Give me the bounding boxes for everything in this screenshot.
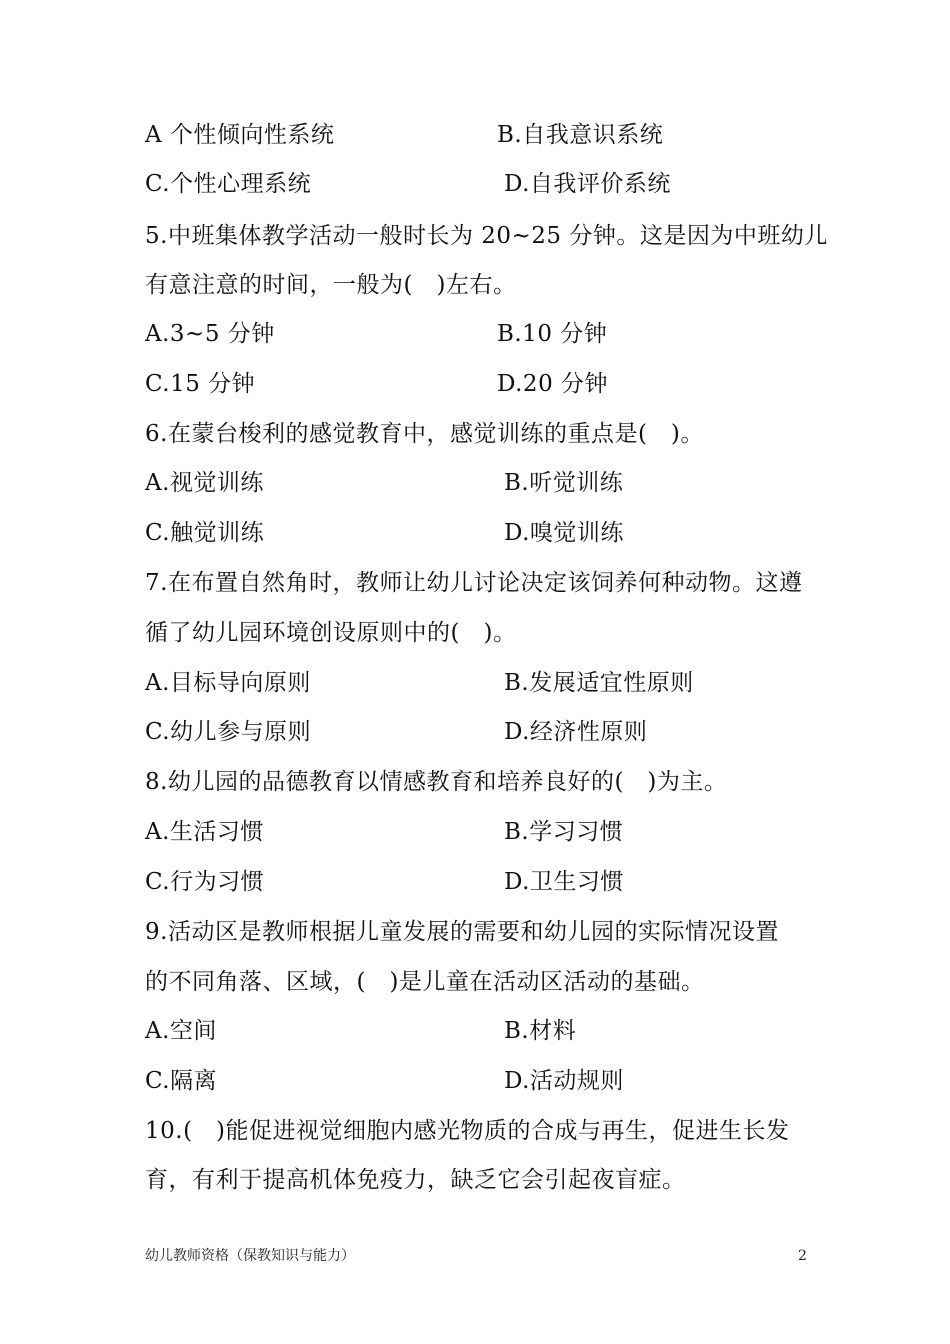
q9-option-b: B.材料 bbox=[504, 1018, 577, 1044]
page-number: 2 bbox=[798, 1248, 807, 1264]
q7-option-b: B.发展适宜性原则 bbox=[504, 670, 694, 696]
q6-option-c: C.触觉训练 bbox=[145, 520, 265, 546]
q9-option-d: D.活动规则 bbox=[504, 1068, 624, 1094]
q8-option-d: D.卫生习惯 bbox=[504, 869, 624, 895]
q5-stem-line2: 有意注意的时间，一般为( )左右。 bbox=[145, 272, 517, 298]
q7-stem-line2: 循了幼儿园环境创设原则中的( )。 bbox=[145, 620, 517, 646]
q8-stem-line1: 8.幼儿园的品德教育以情感教育和培养良好的( )为主。 bbox=[145, 769, 728, 795]
q5-option-b: B.10 分钟 bbox=[497, 321, 608, 347]
q6-option-d: D.嗅觉训练 bbox=[504, 520, 624, 546]
q6-option-a: A.视觉训练 bbox=[145, 470, 264, 496]
q6-stem-line1: 6.在蒙台梭利的感觉教育中，感觉训练的重点是( )。 bbox=[145, 421, 704, 447]
q9-stem-line2: 的不同角落、区域，( )是儿童在活动区活动的基础。 bbox=[145, 969, 705, 995]
q6-option-b: B.听觉训练 bbox=[504, 470, 624, 496]
q9-stem-line1: 9.活动区是教师根据儿童发展的需要和幼儿园的实际情况设置 bbox=[145, 919, 779, 945]
q10-stem-line2: 育，有利于提高机体免疫力，缺乏它会引起夜盲症。 bbox=[145, 1167, 686, 1193]
q9-option-c: C.隔离 bbox=[145, 1068, 218, 1094]
q4-option-d: D.自我评价系统 bbox=[504, 171, 671, 197]
q5-stem-line1: 5.中班集体教学活动一般时长为 20~25 分钟。这是因为中班幼儿 bbox=[145, 223, 828, 249]
q8-option-c: C.行为习惯 bbox=[145, 869, 265, 895]
footer-title: 幼儿教师资格（保教知识与能力） bbox=[145, 1248, 355, 1264]
q7-stem-line1: 7.在布置自然角时，教师让幼儿讨论决定该饲养何种动物。这遵 bbox=[145, 570, 803, 596]
q9-option-a: A.空间 bbox=[145, 1018, 217, 1044]
q7-option-c: C.幼儿参与原则 bbox=[145, 719, 312, 745]
q5-option-c: C.15 分钟 bbox=[145, 371, 256, 397]
q5-option-a: A.3~5 分钟 bbox=[145, 321, 275, 347]
q4-option-a: A 个性倾向性系统 bbox=[145, 122, 335, 148]
q8-option-b: B.学习习惯 bbox=[504, 819, 624, 845]
q4-option-b: B.自我意识系统 bbox=[497, 122, 664, 148]
q4-option-c: C.个性心理系统 bbox=[145, 171, 312, 197]
q7-option-d: D.经济性原则 bbox=[504, 719, 648, 745]
q7-option-a: A.目标导向原则 bbox=[145, 670, 311, 696]
q8-option-a: A.生活习惯 bbox=[145, 819, 264, 845]
q10-stem-line1: 10.( )能促进视觉细胞内感光物质的合成与再生，促进生长发 bbox=[145, 1118, 790, 1144]
q5-option-d: D.20 分钟 bbox=[497, 371, 609, 397]
